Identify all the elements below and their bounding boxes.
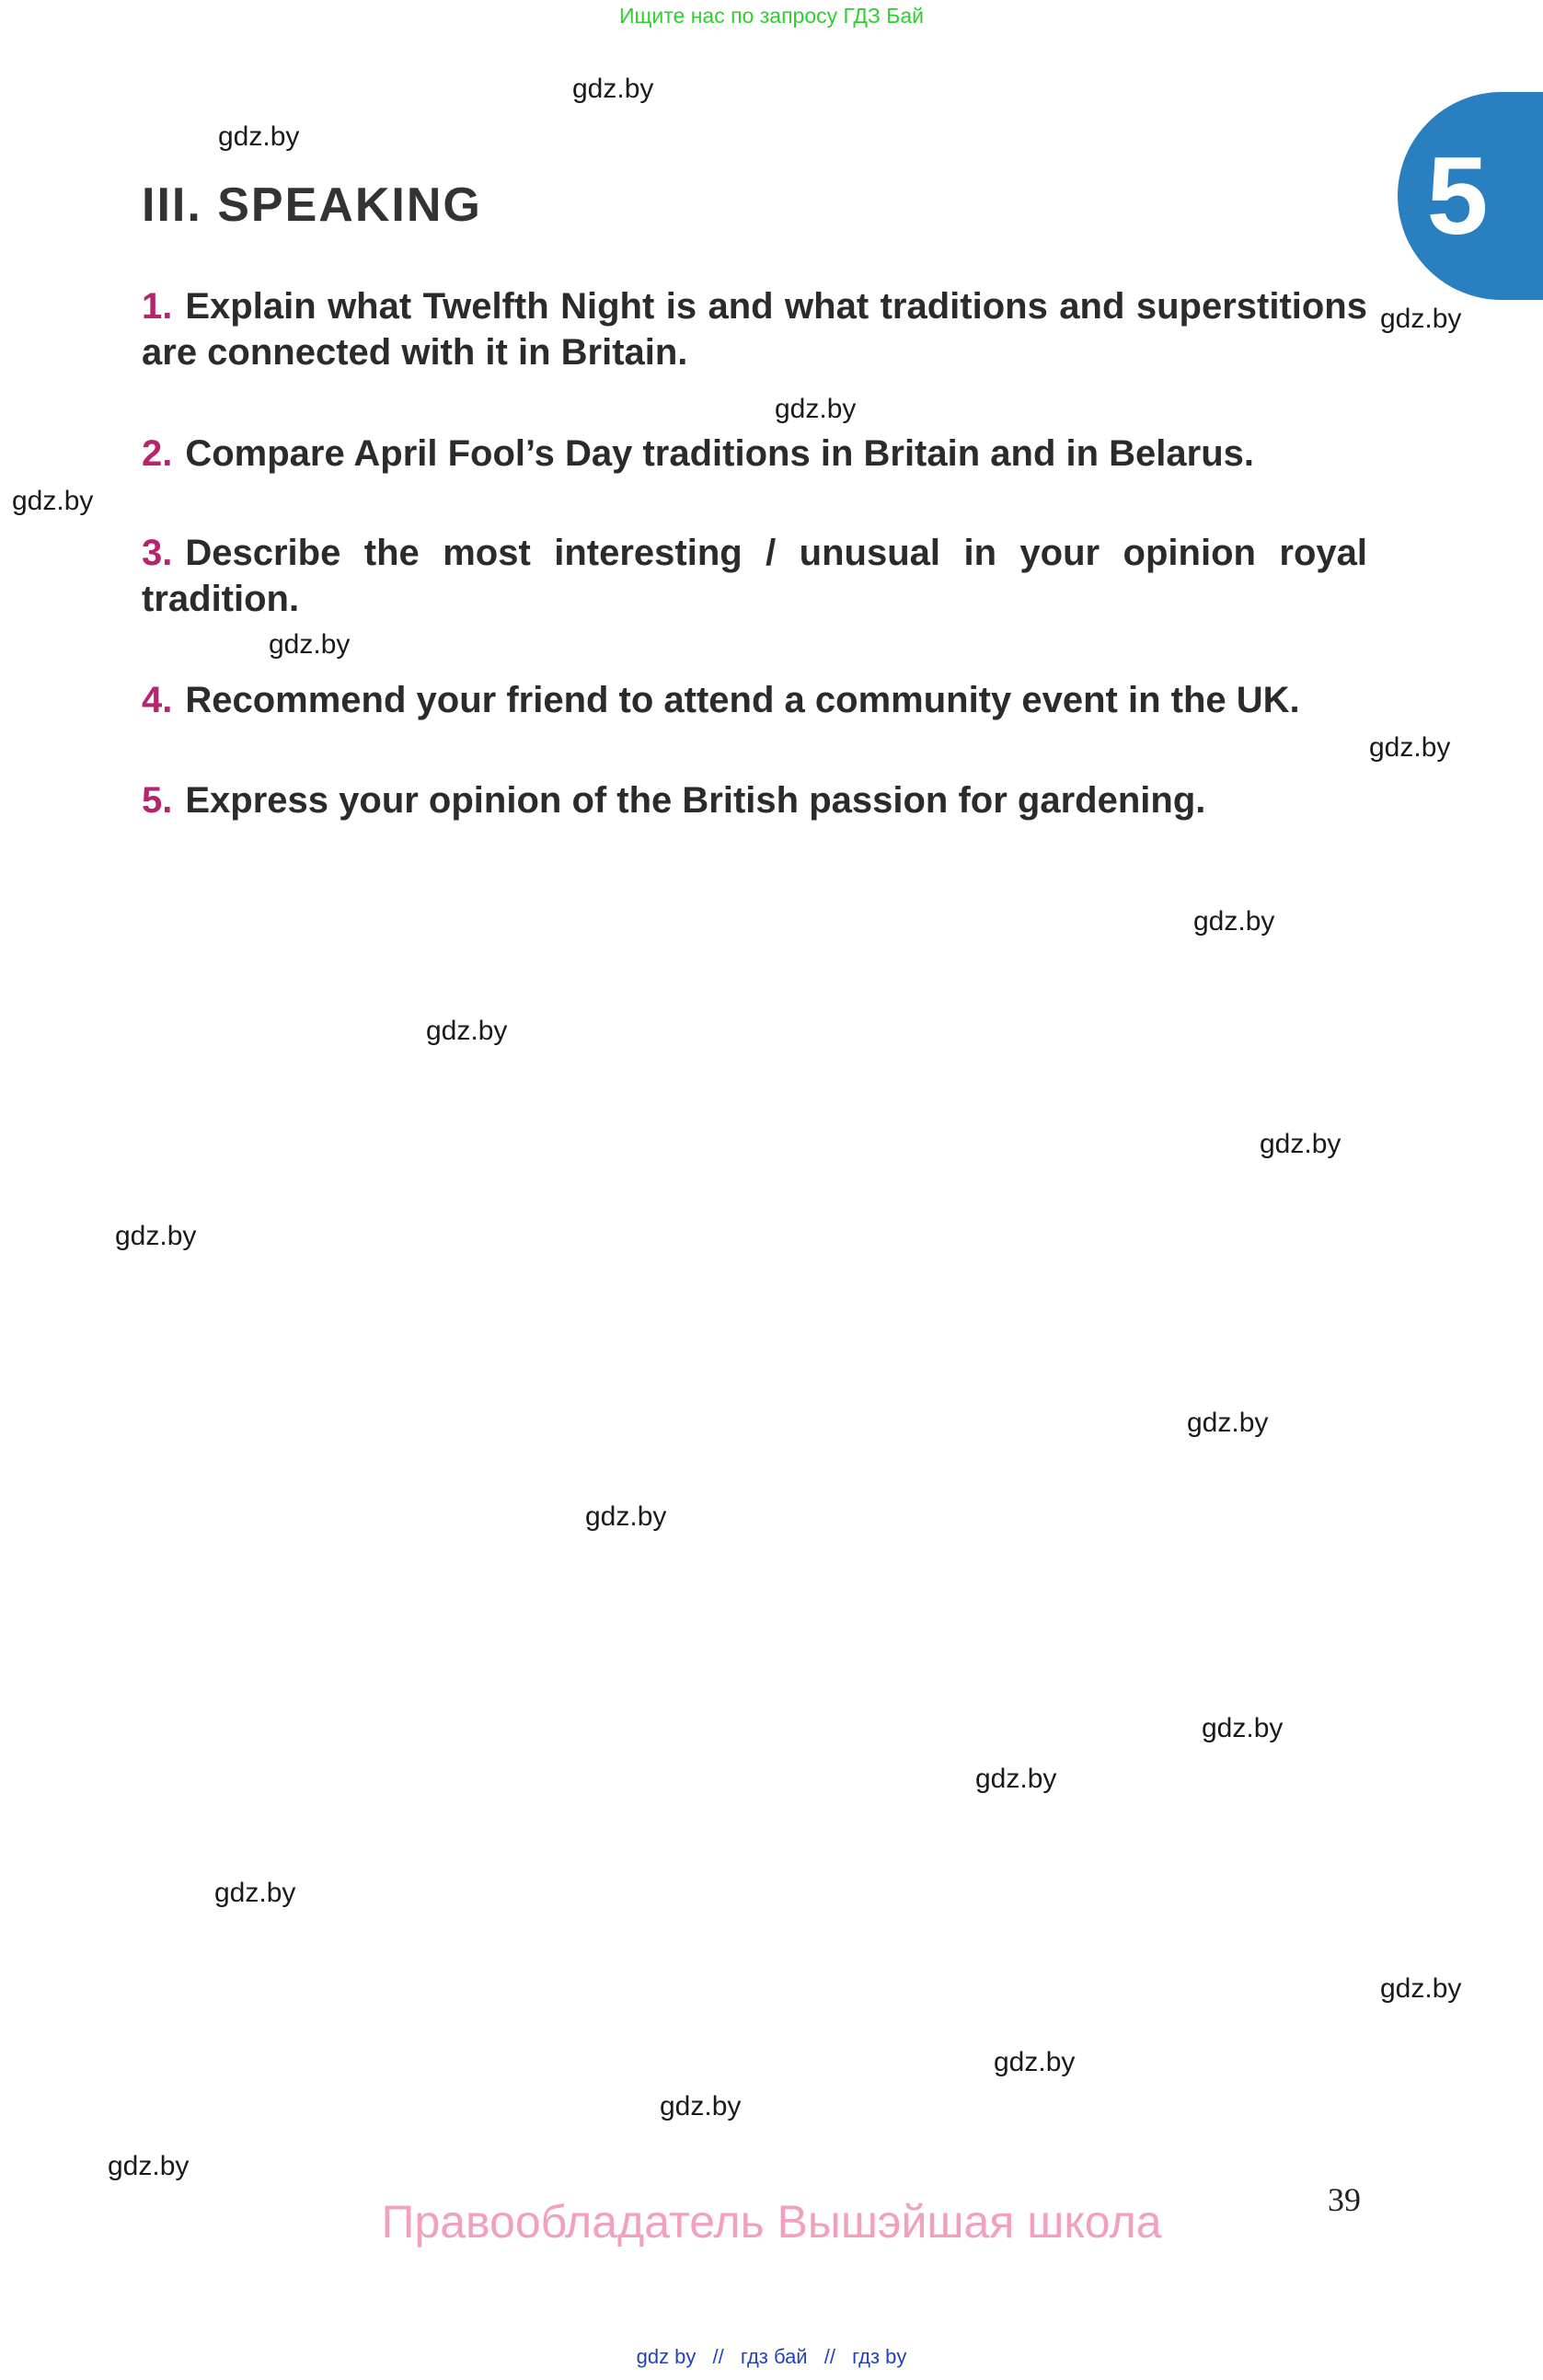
watermark: gdz.by [1369,732,1451,763]
footer-link-gdz-bai[interactable]: гдз бай [740,2345,808,2368]
task-text: Describe the most interesting / unusual in your opinion royal tradition. [142,533,1367,619]
task-item [142,431,1367,477]
watermark: gdz.by [1260,1129,1341,1159]
watermark: gdz.by [585,1501,667,1532]
top-banner[interactable]: Ищите нас по запросу ГДЗ Бай [618,4,925,28]
watermark: gdz.by [1193,906,1275,937]
watermark: gdz.by [572,74,654,104]
chapter-tab [1398,92,1543,300]
task-text: Recommend your friend to attend a community event in the UK. [185,680,1300,720]
task-number: 1. [142,286,173,327]
watermark: gdz.by [218,121,300,152]
watermark: gdz.by [214,1878,296,1908]
watermark: gdz.by [1202,1713,1284,1743]
watermark: gdz.by [12,486,94,516]
task-text: Explain what Twelfth Night is and what traditions and superstitions are connected with it in Britain. [142,286,1367,373]
watermark: gdz.by [108,2151,190,2181]
watermark: gdz.by [1380,304,1462,334]
watermark: gdz.by [1380,1973,1462,2004]
watermark: gdz.by [269,629,351,660]
task-text: Compare April Fool’s Day traditions in Britain and in Belarus. [185,433,1255,474]
task-item [142,777,1367,823]
section-title: III. SPEAKING [142,178,482,232]
task-number: 5. [142,780,173,821]
footer-link-gdz-by[interactable]: gdz by [636,2345,697,2368]
watermark: gdz.by [775,394,857,424]
task-number: 2. [142,433,173,474]
task-item [142,283,1367,375]
footer-separator: // [823,2345,835,2368]
footer-link-gdz-by-cyr[interactable]: гдз by [852,2345,907,2368]
watermark: gdz.by [426,1016,508,1046]
watermark: gdz.by [115,1221,197,1251]
task-text: Express your opinion of the British passion for gardening. [185,780,1206,821]
watermark: gdz.by [660,2091,742,2121]
task-item [142,530,1367,622]
watermark: gdz.by [975,1764,1057,1794]
chapter-number: 5 [1426,134,1489,258]
watermark: gdz.by [994,2047,1076,2077]
task-number: 4. [142,680,173,720]
page-number: 39 [1328,2181,1361,2218]
task-number: 3. [142,533,173,573]
footer-links [0,2345,1543,2369]
watermark: gdz.by [1187,1408,1269,1438]
task-item [142,677,1367,723]
copyright-notice: Правообладатель Вышэйшая школа [381,2196,1162,2248]
footer-separator: // [712,2345,724,2368]
